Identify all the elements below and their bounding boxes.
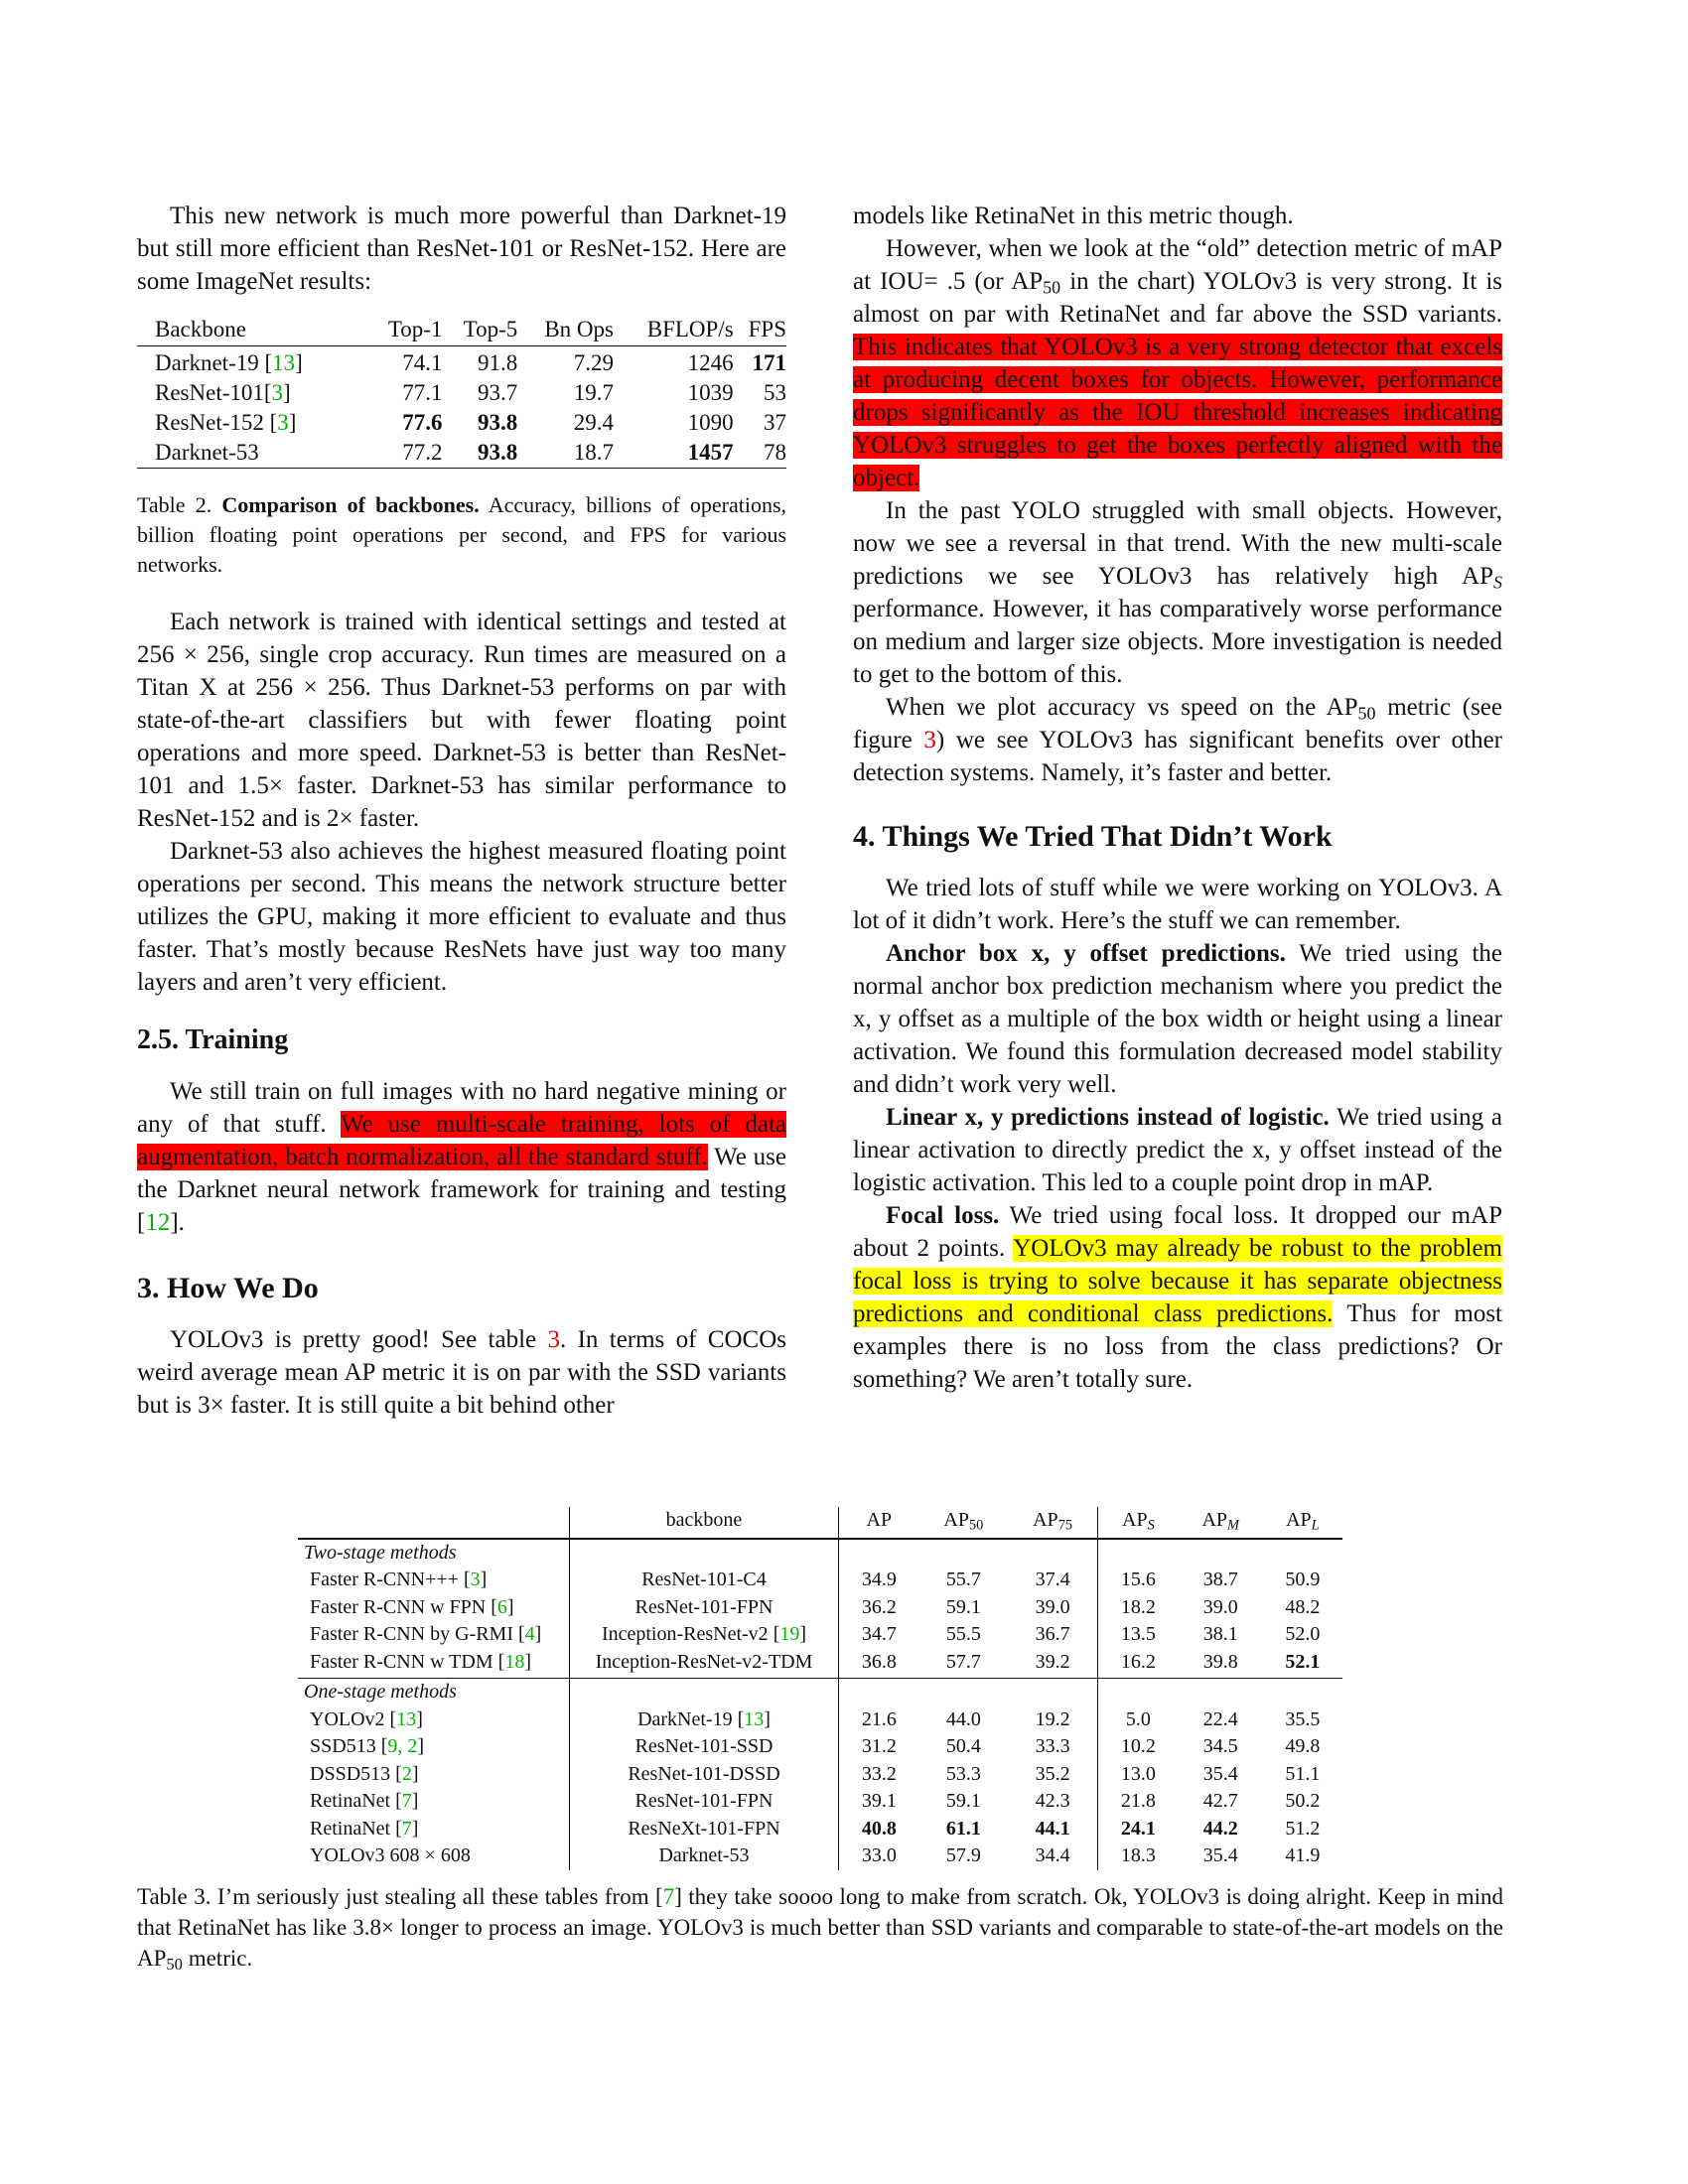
caption-label: Table 2. [137, 492, 212, 517]
paragraph-things-intro: We tried lots of stuff while we were working on YOLOv3. A lot of it didn’t work. Here’s the stuff we can remember. [853, 875, 1502, 934]
highlight-yellow: YOLOv3 may already be robust to the problem focal loss is trying to solve because it has separate objectness predictions and conditional class predictions. [853, 1235, 1502, 1327]
citation-link[interactable]: 2 [401, 1762, 412, 1785]
section-heading-how-we-do: 3. How We Do [137, 1272, 319, 1304]
cell-aps: 13.5 [1120, 1623, 1156, 1645]
subscript: L [1311, 1517, 1320, 1534]
method-name: SSD513 [310, 1735, 376, 1757]
cell-fps: 37 [764, 410, 786, 435]
cell-ap50: 57.9 [945, 1844, 981, 1866]
col-header-aps [1098, 1507, 1179, 1539]
cell-apl: 52.0 [1285, 1623, 1321, 1645]
table2-caption [137, 490, 786, 580]
cell-fps: 53 [764, 380, 786, 405]
col-header-method [298, 1507, 570, 1539]
backbone-comparison-table [137, 315, 786, 469]
highlight-red: This indicates that YOLOv3 is a very strong detector that excels at producing decent boxes for objects. However, performance drops significantly as the IOU threshold increases indicating YOLOv3 struggles to get the boxes perfectly aligned with the object. [853, 334, 1502, 491]
table-row: RetinaNet [7] ResNeXt-101-FPN 40.8 61.1 44.1 24.1 44.2 51.2 [298, 1816, 1342, 1843]
group-row [298, 1539, 1342, 1568]
cell-bflops: 1039 [687, 380, 734, 405]
subscript: S [1493, 572, 1502, 593]
subscript: M [1227, 1517, 1240, 1534]
citation-link[interactable]: 4 [524, 1623, 535, 1645]
paragraph-continued: models like RetinaNet in this metric though. [853, 203, 1294, 229]
caption-title: Comparison of backbones. [221, 492, 480, 517]
cell-apl: 35.5 [1285, 1707, 1321, 1730]
paragraph-how-we-do [137, 1323, 786, 1422]
cell-top1: 77.6 [402, 410, 443, 435]
citation-link[interactable]: 7 [401, 1790, 412, 1812]
row-name: Darknet-19 [155, 350, 259, 375]
cell-aps: 24.1 [1120, 1817, 1156, 1840]
section-heading-things-tried: 4. Things We Tried That Didn’t Work [853, 820, 1333, 853]
col-header-ap50 [919, 1507, 1008, 1539]
cell-bflops: 1457 [687, 440, 734, 465]
cell-top1: 74.1 [402, 350, 443, 375]
citation-link[interactable]: 19 [779, 1623, 800, 1645]
text-span: metric (see figure [853, 694, 1503, 753]
paragraph-lead: Focal loss. [886, 1202, 1000, 1229]
citation-link[interactable]: 13 [744, 1707, 765, 1730]
cell-backbone: ResNet-101-FPN [570, 1788, 839, 1816]
col-header-bnops: Bn Ops [517, 315, 614, 346]
cell-ap50: 44.0 [945, 1707, 981, 1730]
row-name: ResNet-101 [155, 380, 264, 405]
paragraph-linear [853, 1101, 1502, 1199]
cell-apl: 50.9 [1285, 1569, 1321, 1590]
highlight-red: We use multi-scale training, lots of data augmentation, batch normalization, all the standard stuff. [137, 1111, 786, 1170]
text-span: In the past YOLO struggled with small objects. However, now we see a reversal in that trend. With the new multi-scale predictions we see YOLOv3 has relatively high AP [853, 497, 1502, 590]
text-span: We tried using a linear activation to directly predict the x, y offset instead of the logistic activation. This led to a couple point drop in mAP. [853, 1104, 1502, 1196]
text-span: ] they take soooo long to make from scratch. Ok, YOLOv3 is doing alright. Keep in mind that RetinaNet has like 3.8× longer to process an image. YOLOv3 is much better than SSD variants and comparable to state-of-the-art models on the AP [137, 1884, 1503, 1971]
cell-backbone: Inception-ResNet-v2-TDM [570, 1649, 839, 1679]
table-row [298, 1843, 1342, 1870]
cell-backbone: Inception-ResNet-v2 [601, 1623, 769, 1645]
caption-text: Accuracy, billions of operations, billion floating point operations per second, and FPS for various networks. [137, 492, 787, 577]
paragraph-focal-loss [853, 1199, 1502, 1396]
cell-backbone: ResNet-101-DSSD [570, 1761, 839, 1789]
citation-link[interactable]: 3 [271, 380, 284, 405]
text-span: Thus for most examples there is no loss from the class predictions? Or something? We aren’t totally sure. [853, 1300, 1502, 1393]
paragraph-lead: Anchor box x, y offset predictions. [886, 940, 1286, 967]
paragraph-training [137, 1075, 786, 1239]
cell-ap50: 59.1 [945, 1790, 981, 1812]
table-row: RetinaNet [7] ResNet-101-FPN 39.1 59.1 42.3 21.8 42.7 50.2 [298, 1788, 1342, 1816]
group-row [298, 1679, 1342, 1706]
header-text: AP [943, 1509, 969, 1531]
cell-apl: 51.2 [1285, 1817, 1321, 1840]
method-name: Faster R-CNN w TDM [310, 1650, 493, 1673]
detection-results-table [298, 1507, 1342, 1870]
paragraph-flops: Darknet-53 also achieves the highest measured floating point operations per second. This means the network structure better utilizes the GPU, making it more efficient to evaluate and thus faster. That’s mostly because ResNets have just way too many layers and aren’t very efficient. [137, 838, 786, 996]
subscript: 50 [968, 1517, 984, 1534]
cell-aps: 18.3 [1120, 1844, 1156, 1866]
col-header-backbone: Backbone [137, 315, 367, 346]
cell-backbone: Darknet-53 [570, 1843, 839, 1870]
cell-ap: 33.0 [861, 1844, 897, 1866]
row-name: Darknet-53 [137, 438, 367, 469]
cell-fps: 171 [752, 350, 786, 375]
text-span: We tried using focal loss. It dropped our mAP about 2 points. [853, 1202, 1503, 1262]
col-header-bflops: BFLOP/s [614, 315, 734, 346]
col-header-apl [1263, 1507, 1342, 1539]
text-span: However, when we look at the “old” detection metric of mAP at IOU= .5 (or AP [853, 235, 1502, 295]
cell-aps: 15.6 [1120, 1569, 1156, 1590]
col-header-top1: Top-1 [367, 315, 443, 346]
text-span: ]. [170, 1209, 185, 1236]
cell-apm: 39.8 [1202, 1650, 1238, 1673]
cell-bnops: 19.7 [573, 380, 614, 405]
citation-link[interactable]: 3 [277, 410, 289, 435]
citation-link[interactable]: 18 [504, 1650, 525, 1673]
table-row: Faster R-CNN by G-RMI [4] Inception-ResNet-v2 [19] 34.7 55.5 36.7 13.5 38.1 52.0 [298, 1621, 1342, 1649]
cell-ap75: 39.0 [1008, 1594, 1097, 1622]
cell-ap50: 55.5 [945, 1623, 981, 1645]
cell-aps: 5.0 [1125, 1707, 1151, 1730]
text-span: performance. However, it has comparatively worse performance on medium and larger size objects. More investigation is needed to get to the bottom of this. [853, 596, 1502, 688]
cell-backbone: ResNet-101-FPN [570, 1594, 839, 1622]
table-row: Faster R-CNN w TDM [18] Inception-ResNet-v2-TDM 36.8 57.7 39.2 16.2 39.8 52.1 [298, 1649, 1342, 1679]
method-name: Faster R-CNN by G-RMI [310, 1623, 513, 1645]
paragraph-lead: Linear x, y predictions instead of logistic. [886, 1104, 1330, 1131]
cell-top5: 93.8 [478, 440, 518, 465]
cell-backbone: ResNeXt-101-FPN [570, 1816, 839, 1843]
citation-link[interactable]: 6 [496, 1595, 507, 1618]
cell-apm: 38.7 [1202, 1569, 1238, 1590]
cell-ap50: 61.1 [945, 1817, 981, 1840]
cell-ap: 40.8 [861, 1817, 897, 1840]
paragraph-training-settings: Each network is trained with identical settings and tested at 256 × 256, single crop accuracy. Run times are measured on a Titan X at 256 × 256. Thus Darknet-53 performs on par with state-of-the-art classifiers but with fewer floating point operations and more speed. Darknet-53 is better than ResNet-101 and 1.5× faster. Darknet-53 has similar performance to ResNet-152 and is 2× faster. [137, 609, 786, 832]
cell-apm: 22.4 [1202, 1707, 1238, 1730]
cell-ap50: 55.7 [945, 1569, 981, 1590]
cell-ap50: 59.1 [945, 1595, 981, 1618]
cell-ap75: 34.4 [1008, 1843, 1097, 1870]
cell-aps: 16.2 [1120, 1650, 1156, 1673]
cell-ap: 34.7 [861, 1623, 897, 1645]
text-span: We use the Darknet neural network framework for training and testing [ [137, 1144, 787, 1236]
header-text: AP [1201, 1509, 1228, 1531]
cell-top5: 91.8 [478, 350, 518, 375]
table-reference-link[interactable]: 3 [547, 1326, 560, 1353]
paragraph-speed [853, 691, 1502, 789]
cell-apm: 34.5 [1202, 1735, 1238, 1757]
cell-ap75: 44.1 [1035, 1817, 1070, 1840]
cell-top1: 77.2 [367, 438, 443, 469]
cell-ap: 36.8 [861, 1650, 897, 1673]
table-row [137, 438, 786, 469]
cell-apl: 52.1 [1285, 1650, 1321, 1673]
cell-backbone: DarkNet-19 [637, 1707, 733, 1730]
method-name: YOLOv2 [310, 1707, 385, 1730]
header-text: AP [1033, 1509, 1058, 1531]
cell-ap: 33.2 [861, 1762, 897, 1785]
table-header-row [137, 315, 786, 346]
citation-link[interactable]: 7 [401, 1817, 412, 1840]
cell-bnops: 7.29 [573, 350, 614, 375]
paragraph-intro: This new network is much more powerful than Darknet-19 but still more efficient than ResNet-101 or ResNet-152. Here are some ImageNet results: [137, 203, 786, 295]
cell-ap75: 35.2 [1008, 1761, 1097, 1789]
subscript: 50 [1043, 277, 1061, 298]
cell-ap75: 39.2 [1008, 1649, 1097, 1679]
cell-fps: 78 [734, 438, 786, 469]
table-row: Faster R-CNN+++ [3] ResNet-101-C4 34.9 55.7 37.4 15.6 38.7 50.9 [298, 1567, 1342, 1594]
cell-top1: 77.1 [402, 380, 443, 405]
cell-apm: 39.0 [1202, 1595, 1238, 1618]
cell-ap75: 37.4 [1008, 1567, 1097, 1594]
cell-top5: 93.7 [478, 380, 518, 405]
cell-aps: 10.2 [1120, 1735, 1156, 1757]
col-header-ap: AP [839, 1507, 919, 1539]
table-row: YOLOv2 [13] DarkNet-19 [13] 21.6 44.0 19.2 5.0 22.4 35.5 [298, 1706, 1342, 1734]
table-row: SSD513 [9, 2] ResNet-101-SSD 31.2 50.4 33.3 10.2 34.5 49.8 [298, 1733, 1342, 1761]
method-name: Faster R-CNN w FPN [310, 1595, 487, 1618]
col-header-backbone: backbone [570, 1507, 839, 1539]
text-span: We still train on full images with no hard negative mining or any of that stuff. [137, 1078, 786, 1138]
cell-apl: 49.8 [1285, 1735, 1321, 1757]
subscript: 75 [1057, 1517, 1073, 1534]
col-header-apm [1179, 1507, 1263, 1539]
text-span: in the chart) YOLOv3 is very strong. It is almost on par with RetinaNet and far above the SSD variants. [853, 268, 1502, 328]
right-column [853, 200, 1502, 1396]
cell-ap: 31.2 [861, 1735, 897, 1757]
cell-backbone: ResNet-101-C4 [570, 1567, 839, 1594]
cell-bflops: 1090 [687, 410, 734, 435]
cell-ap: 36.2 [861, 1595, 897, 1618]
citation-link[interactable]: 12 [145, 1209, 171, 1236]
cell-ap: 21.6 [861, 1707, 897, 1730]
method-name: RetinaNet [310, 1790, 391, 1812]
cell-apm: 38.1 [1202, 1623, 1238, 1645]
citation-link[interactable]: 3 [470, 1569, 481, 1590]
paragraph-anchor-box [853, 937, 1502, 1101]
paragraph-small-objects [853, 494, 1502, 691]
cell-apm: 35.4 [1202, 1844, 1238, 1866]
text-span: Table 3. I’m seriously just stealing all these tables from [ [137, 1884, 663, 1909]
table3-caption [137, 1881, 1503, 1974]
cell-ap50: 53.3 [945, 1762, 981, 1785]
cell-ap75: 19.2 [1008, 1706, 1097, 1734]
cell-bnops: 29.4 [573, 410, 614, 435]
cell-backbone: ResNet-101-SSD [570, 1733, 839, 1761]
table-row: ResNet-101[3] 77.1 93.7 19.7 1039 53 [137, 378, 786, 408]
table-row: ResNet-152 [3] 77.6 93.8 29.4 1090 37 [137, 408, 786, 438]
cell-apm: 35.4 [1202, 1762, 1238, 1785]
text-span: metric. [182, 1946, 253, 1971]
text-span: We tried using the normal anchor box prediction mechanism where you predict the x, y offset as a multiple of the box width or height using a linear activation. We found this formulation decreased model stability and didn’t work very well. [853, 940, 1502, 1098]
cell-ap75: 33.3 [1008, 1733, 1097, 1761]
cell-apm: 42.7 [1202, 1790, 1238, 1812]
cell-apl: 50.2 [1285, 1790, 1321, 1812]
cell-aps: 21.8 [1120, 1790, 1156, 1812]
method-name: DSSD513 [310, 1762, 391, 1785]
cell-ap: 34.9 [861, 1569, 897, 1590]
citation-link[interactable]: 9, 2 [387, 1735, 418, 1757]
header-text: AP [1122, 1509, 1148, 1531]
method-name: YOLOv3 608 × 608 [298, 1843, 570, 1870]
cell-apl: 41.9 [1285, 1844, 1321, 1866]
text-span: ) we see YOLOv3 has significant benefits over other detection systems. Namely, it’s faster and better. [853, 727, 1502, 786]
citation-link[interactable]: 7 [662, 1884, 675, 1909]
cell-apm: 44.2 [1202, 1817, 1238, 1840]
citation-link[interactable]: 13 [396, 1707, 417, 1730]
cell-top5: 93.8 [478, 410, 518, 435]
left-column [137, 200, 786, 1422]
text-span: YOLOv3 is pretty good! See table [170, 1326, 548, 1353]
text-span: . In terms of COCOs weird average mean AP metric it is on par with the SSD variants but is 3× faster. It is still quite a bit behind other [137, 1326, 786, 1419]
group-label: One-stage methods [298, 1679, 570, 1706]
subscript: S [1147, 1517, 1155, 1534]
subscript: 50 [166, 1955, 183, 1975]
paragraph-ap50 [853, 232, 1502, 494]
method-name: RetinaNet [310, 1817, 391, 1840]
method-name: Faster R-CNN+++ [310, 1569, 459, 1590]
text-span: When we plot accuracy vs speed on the AP [886, 694, 1358, 721]
table-row: Faster R-CNN w FPN [6] ResNet-101-FPN 36.2 59.1 39.0 18.2 39.0 48.2 [298, 1594, 1342, 1622]
citation-link[interactable]: 13 [272, 350, 296, 375]
col-header-fps: FPS [734, 315, 786, 346]
table-row: DSSD513 [2] ResNet-101-DSSD 33.2 53.3 35.2 13.0 35.4 51.1 [298, 1761, 1342, 1789]
header-text: AP [1286, 1509, 1312, 1531]
cell-ap: 39.1 [861, 1790, 897, 1812]
cell-apl: 51.1 [1285, 1762, 1321, 1785]
cell-ap50: 57.7 [945, 1650, 981, 1673]
cell-aps: 18.2 [1120, 1595, 1156, 1618]
cell-ap50: 50.4 [945, 1735, 981, 1757]
row-name: ResNet-152 [155, 410, 264, 435]
col-header-top5: Top-5 [442, 315, 517, 346]
cell-apl: 48.2 [1285, 1595, 1321, 1618]
cell-bnops: 18.7 [517, 438, 614, 469]
cell-bflops: 1246 [687, 350, 734, 375]
cell-aps: 13.0 [1120, 1762, 1156, 1785]
col-header-ap75 [1008, 1507, 1097, 1539]
cell-ap75: 36.7 [1008, 1621, 1097, 1649]
group-label: Two-stage methods [298, 1539, 570, 1568]
section-heading-training: 2.5. Training [137, 1024, 289, 1055]
table-row: Darknet-19 [13] 74.1 91.8 7.29 1246 171 [137, 346, 786, 379]
cell-ap75: 42.3 [1008, 1788, 1097, 1816]
figure-reference-link[interactable]: 3 [923, 727, 936, 753]
subscript: 50 [1357, 703, 1376, 724]
table-header-row [298, 1507, 1342, 1539]
